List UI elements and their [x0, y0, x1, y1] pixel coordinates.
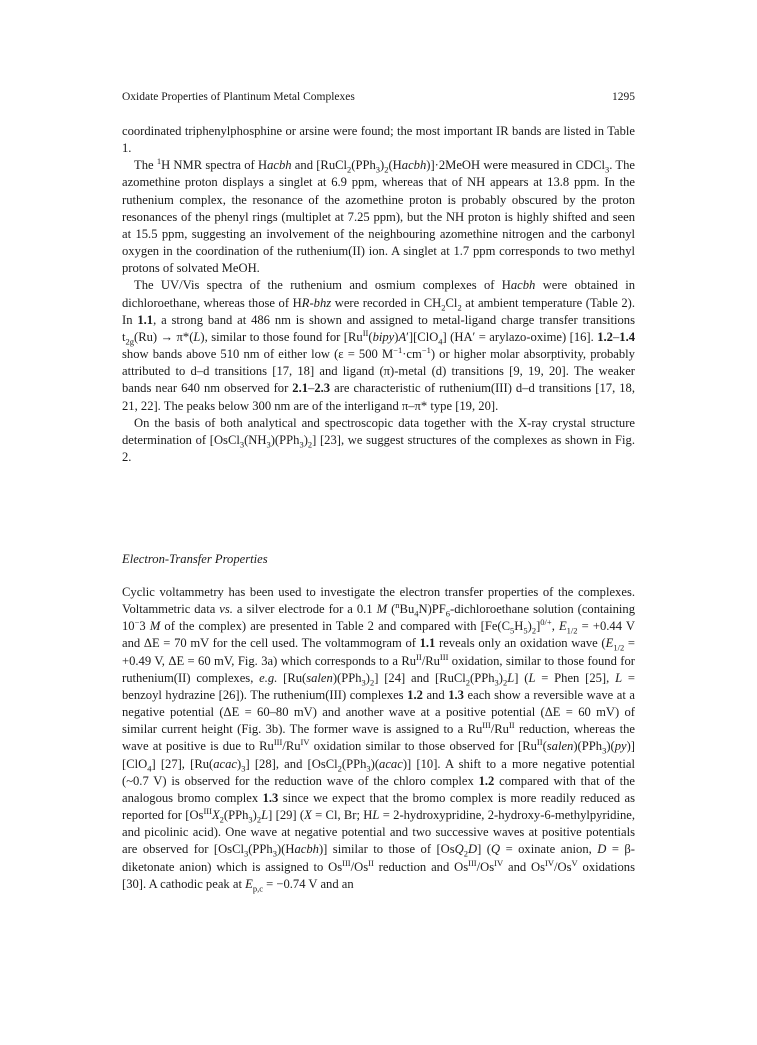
paragraph-xray: On the basis of both analytical and spectroscopic data together with the X-ray crystal structure determination of $[OsCl_3(NH_3)(PPh_3)_2]$ [23], we suggest structures of the complexes as shown in Fig. 2. [122, 415, 635, 464]
paragraph-uvvis: The UV/Vis spectra of the ruthenium and osmium complexes of Hacbh were obtained in dichloroethane, whereas those of HR-bhz were recorded in $CH_2Cl_2$ at ambient temperature (Table 2). In 1.1, a strong band at 486 nm is shown and assigned to metal-ligand charge transfer transitions $t_{2g}(Ru) \to \pi*(L)$, similar to those found for $[Ru^{II}(bipy)A'][ClO_4] (HA'$ = arylazo-oxime) [16]. 1.2–1.4 show bands above 510 nm of either low (ε = 500 $M^{-1}\cdot cm^{-1}$) or higher molar absorptivity, probably attributed to d–d transitions [17, 18] and ligand (π)-metal (d) transitions [9, 19, 20]. The weaker bands near 640 nm observed for 2.1–2.3 are characteristic of ruthenium(III) d–d transitions [17, 18, 21, 22]. The peaks below 300 nm are of the interligand π–π* type [19, 20]. [122, 278, 636, 413]
running-header [122, 90, 635, 104]
paragraph-voltammetry: Cyclic voltammetry has been used to investigate the electron transfer properties of the complexes. Voltammetric data vs. a silver electrode for a 0.1 M $(^nBu_4N)PF_6$-dichloroethane solution (containing 10−3 M of the complex) are presented in Table 2 and compared with $[Fe(C_5H_5)_2]^{0/+}$, $E_{1/2} = +0.44$ V and ΔE = 70 mV for the cell used. The voltammogram of 1.1 reveals only an oxidation wave ($E_{1/2} = +0.49$ V, ΔE = 60 mV, Fig. 3a) which corresponds to a $Ru^{II}/Ru^{III}$ oxidation, similar to those found for ruthenium(II) complexes, e.g. $[Ru(salen)(PPh_3)_2]$ [24] and $[RuCl_2(PPh_3)_2L] (L$ = Phen [25], L = benzoyl hydrazine [26]). The ruthenium(III) complexes 1.2 and 1.3 each show a reversible wave at a negative potential (ΔE = 60–80 mV) and another wave at a positive potential (ΔE = 60 mV) of similar current height (Fig. 3b). The former wave is assigned to a $Ru^{III}/Ru^{II}$ reduction, whereas the wave at positive is due to $Ru^{III}/Ru^{IV}$ oxidation similar to those observed for $[Ru^{II}(salen)(PPh_3)(py)]$ [ClO$_4$] [27], $[Ru(acac)_3]$ [28], and [OsCl$_2$(PPh$_3$)(acac)] [10]. A shift to a more negative potential (~0.7 V) is observed for the reduction wave of the chloro complex 1.2 compared with that of the analogous bromo complex 1.3 since we expect that the bromo complex is more readily reduced as reported for $[Os^{III}X_2(PPh_3)_2L]$ [29] (X = Cl, Br; HL = 2-hydroxypridine, 2-hydroxy-6-methylpyridine, and picolinic acid). One wave at negative potential and two successive waves at positive potentials are observed for [OsCl$_3$(PPh$_3$)(Hacbh)] similar to those of [OsQ$_2$D] (Q = oxinate anion, D = β-diketonate anion) which is assigned to $Os^{III}/Os^{II}$ reduction and $Os^{III}/Os^{IV}$ and $Os^{IV}/Os^V$ oxidations [30]. A cathodic peak at $E_{p,c} = -0.74$ V and an [122, 585, 636, 894]
paragraph-nmr: The $^1$H NMR spectra of Hacbh and $[RuCl_2(PPh_3)_2(Hacbh)]\cdot 2MeOH$ were measured in CDCl$_3$. The azomethine proton displays a singlet at 6.9 ppm, whereas that of NH appears at 13.8 ppm. In the ruthenium complex, the resonance of the azomethine proton is probably obscured by the proton resonances of the phenyl rings (multiplet at 7.25 ppm), but the NH proton is highly shifted and seen at 15.5 ppm, suggesting an involvement of the neighbouring azomethine nitrogen and the carbonyl oxygen in the coordination of the ruthenium(II) ion. A singlet at 1.7 ppm corresponds to two methyl protons of solvated MeOH. [122, 156, 635, 276]
body-text-top [122, 123, 635, 466]
page-number: 1295 [612, 91, 635, 103]
running-title: Oxidate Properties of Plantinum Metal Complexes [122, 91, 355, 103]
section-heading: Electron-Transfer Properties [122, 552, 268, 566]
paragraph-ir: coordinated triphenylphosphine or arsine were found; the most important IR bands are listed in Table 1. [122, 124, 635, 156]
body-text-bottom [122, 584, 635, 893]
